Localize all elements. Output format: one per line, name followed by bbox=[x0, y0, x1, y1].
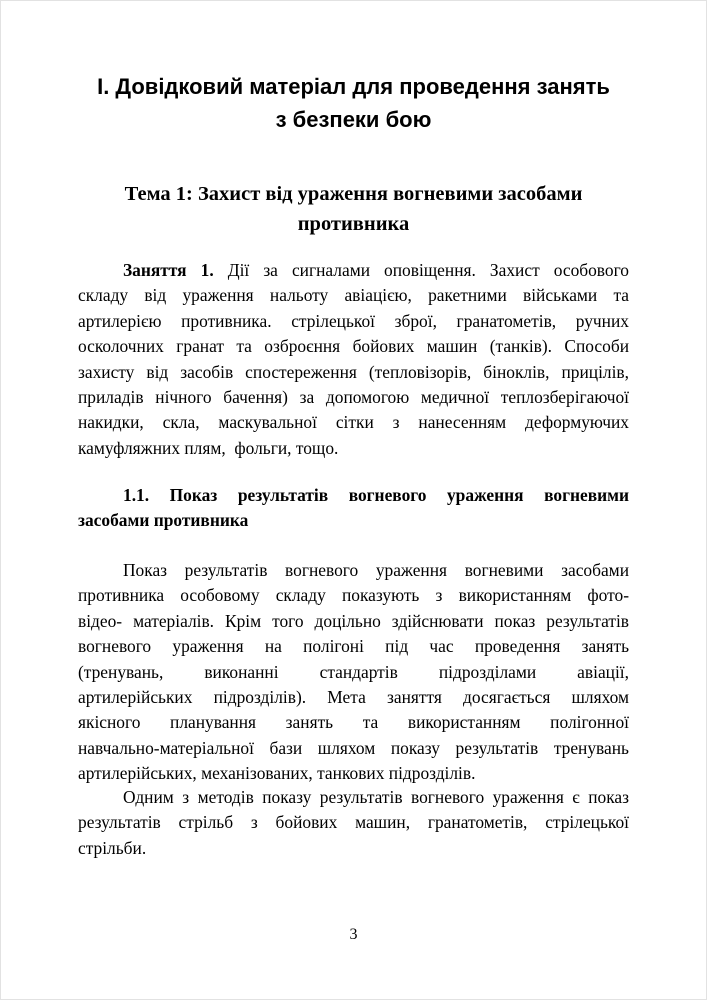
main-title-line: з безпеки бою bbox=[275, 107, 432, 132]
text-line: артилерійських, механізованих, танкових підрозділів. bbox=[78, 763, 476, 784]
text-line: артилерійських підрозділів). Мета заняття досягається шляхом bbox=[78, 686, 629, 707]
text-line: стрільби. bbox=[78, 837, 147, 858]
text-line: противника особовому складу показують з використанням фото- bbox=[78, 585, 629, 606]
topic-heading-line: противника bbox=[297, 213, 410, 235]
text-line: вогневого ураження на полігоні під час проведення занять bbox=[78, 636, 629, 657]
section-heading-line: засобами противника bbox=[78, 510, 249, 531]
text-line: осколочних гранат та озброєння бойових машин (танків). Способи bbox=[78, 336, 629, 357]
text-line: Показ результатів вогневого ураження вогневими засобами bbox=[123, 560, 629, 580]
page-number: 3 bbox=[349, 926, 358, 943]
text-line-rest: Дії за сигналами оповіщення. Захист особового bbox=[227, 260, 629, 280]
text-line: камуфляжних плям, фольги, тощо. bbox=[78, 437, 339, 458]
main-title-line: І. Довідковий матеріал для проведення занять bbox=[97, 74, 610, 99]
text-line: приладів нічного бачення) за допомогою медичної теплозберігаючої bbox=[78, 386, 629, 407]
lesson-number-bold: Заняття 1. bbox=[123, 260, 214, 280]
section-heading-1-1 bbox=[78, 483, 629, 534]
main-title bbox=[78, 70, 629, 136]
text-line: результатів стрільб з бойових машин, гранатометів, стрілецької bbox=[78, 812, 629, 833]
text-line: захисту від засобів спостереження (тепловізорів, біноклів, прицілів, bbox=[78, 361, 629, 382]
topic-heading-line: Тема 1: Захист від ураження вогневими засобами bbox=[124, 183, 583, 205]
section-heading-line: 1.1. Показ результатів вогневого ураження вогневими bbox=[123, 485, 629, 505]
paragraph-lesson-1 bbox=[78, 258, 629, 461]
text-line: навчально-матеріальної бази шляхом показу результатів тренувань bbox=[78, 737, 629, 758]
paragraph-show-results bbox=[78, 558, 629, 787]
paragraph-methods bbox=[78, 785, 629, 861]
page-content bbox=[78, 0, 629, 1000]
text-line: артилерією противника. стрілецької зброї, гранатометів, ручних bbox=[78, 310, 629, 331]
text-line: складу від ураження нальоту авіацією, ракетними військами та bbox=[78, 285, 629, 306]
text-line: якісного планування занять та використанням полігонної bbox=[78, 712, 629, 733]
text-line bbox=[78, 258, 629, 283]
topic-heading bbox=[78, 179, 629, 239]
text-line: накидки, скла, маскувальної сітки з нанесенням деформуючих bbox=[78, 412, 629, 433]
text-line: відео- матеріалів. Крім того доцільно здійснювати показ результатів bbox=[78, 610, 629, 631]
text-line: (тренувань, виконанні стандартів підрозділами авіації, bbox=[78, 661, 629, 682]
text-line: Одним з методів показу результатів вогневого ураження є показ bbox=[123, 787, 629, 807]
